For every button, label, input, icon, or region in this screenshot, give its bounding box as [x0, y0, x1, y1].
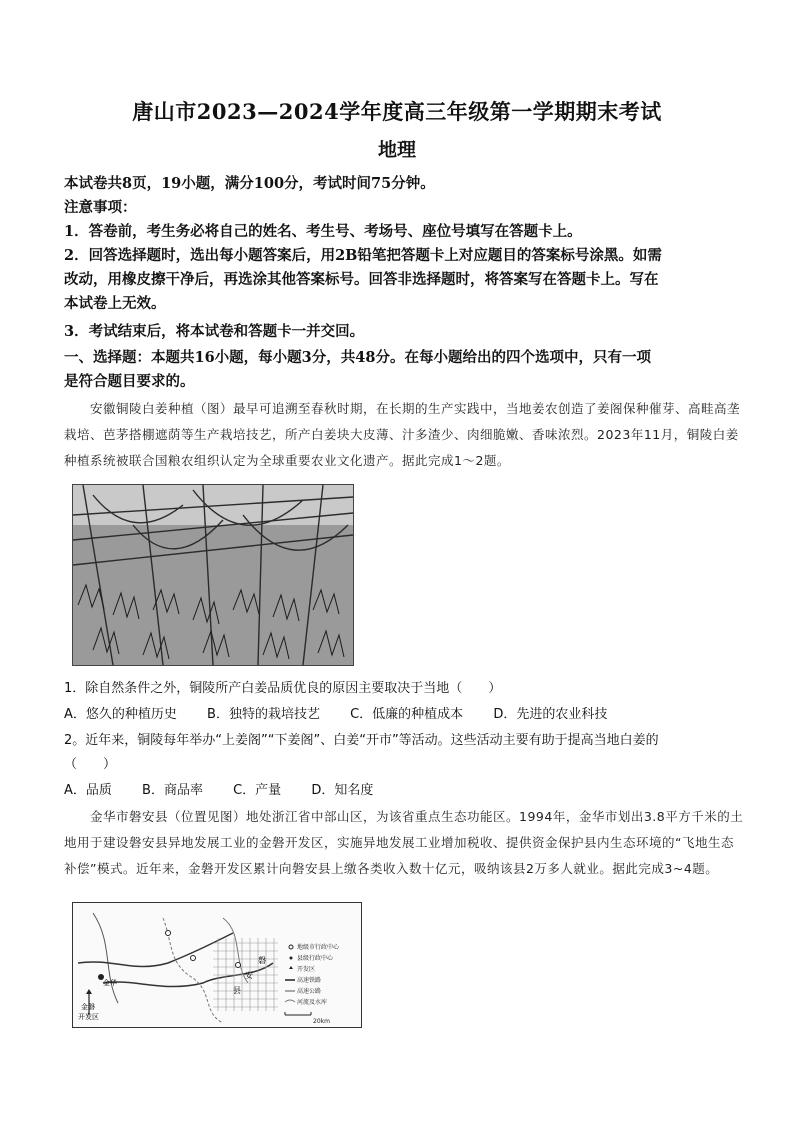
legend-devzone: 开发区: [297, 966, 316, 973]
question-1-options: [64, 702, 633, 728]
map-label-an: 安: [245, 971, 253, 980]
intro-line: 2．回答选择题时，选出每小题答案后，用2B铅笔把答题卡上对应题目的答案标号涂黑。如需: [64, 247, 662, 264]
option-a[interactable]: A．悠久的种植历史: [64, 707, 177, 722]
option-b[interactable]: B．独特的栽培技艺: [207, 707, 320, 722]
question-1-stem: 1．除自然条件之外，铜陵所产白姜品质优良的原因主要取决于当地（ ）: [64, 681, 502, 696]
ginger-field-photo: [72, 484, 354, 666]
legend-river: 河流及水库: [297, 999, 328, 1006]
question-2-stem-cont: （ ）: [64, 757, 117, 772]
passage-panan: 金华市磐安县（位置见图）地处浙江省中部山区，为该省重点生态功能区。1994年，金华市划出3.8平方千米的土地用于建设磐安县异地发展工业的金磐开发区，实施异地发展工业增加税收、提供资金保护县内生态环境的“飞地生态补偿”模式。近年来，金磐开发区累计向磐安县上缴各类收入数十亿元，吸纳该县2万多人就业。据此完成3~4题。: [64, 809, 744, 876]
exam-subject: 地理: [377, 139, 416, 161]
intro-line: 本试卷共8页，19小题，满分100分，考试时间75分钟。: [64, 175, 435, 192]
map-label-jinpan: 金磐: [81, 1003, 95, 1011]
option-d[interactable]: D．知名度: [311, 783, 374, 798]
map-label-jinhua: 金华: [103, 979, 117, 987]
section-heading: 是符合题目要求的。: [64, 373, 195, 390]
intro-line: 3．考试结束后，将本试卷和答题卡一并交回。: [64, 323, 365, 340]
option-c[interactable]: C．低廉的种植成本: [350, 707, 464, 722]
question-2-stem: 2。近年来，铜陵每年举办“上姜阁”“下姜阁”、白姜“开市”等活动。这些活动主要有助于提高当地白姜的: [64, 733, 659, 748]
legend-city: 地级市行政中心: [297, 944, 340, 951]
intro-line: 注意事项：: [64, 199, 137, 216]
question-2-options: [64, 778, 399, 804]
legend-expressway: 高速公路: [297, 988, 322, 995]
legend-hsr: 高速铁路: [297, 977, 322, 984]
option-c[interactable]: C．产量: [233, 783, 282, 798]
option-b[interactable]: B．商品率: [142, 783, 203, 798]
map-label-devzone: 开发区: [78, 1013, 99, 1021]
section-heading: 一、选择题：本题共16小题，每小题3分，共48分。在每小题给出的四个选项中，只有一项: [64, 349, 651, 366]
ginger-field-illustration: [73, 485, 353, 665]
map-label-pan: 磐: [258, 956, 266, 965]
map-scale: 20km: [313, 1018, 330, 1025]
intro-line: 1．答卷前，考生务必将自己的姓名、考生号、考场号、座位号填写在答题卡上。: [64, 223, 582, 240]
map-label-xian: 县: [233, 986, 241, 995]
legend-county: 县级行政中心: [297, 955, 334, 962]
intro-line: 本试卷上无效。: [64, 295, 166, 312]
intro-line: 改动，用橡皮擦干净后，再选涂其他答案标号。回答非选择题时，将答案写在答题卡上。写在: [64, 271, 659, 288]
panan-location-map: [72, 902, 362, 1028]
map-illustration: [73, 903, 361, 1027]
passage-ginger: 安徽铜陵白姜种植（图）最早可追溯至春秋时期，在长期的生产实践中，当地姜农创造了姜阁保种催芽、高畦高垄栽培、芭茅搭棚遮荫等生产栽培技艺，所产白姜块大皮薄、汁多渣少、肉细脆嫩、香味浓烈。2023年11月，铜陵白姜种植系统被联合国粮农组织认定为全球重要农业文化遗产。据此完成1～2题。: [64, 401, 741, 468]
exam-title: 唐山市2023—2024学年度高三年级第一学期期末考试: [132, 99, 662, 124]
option-d[interactable]: D．先进的农业科技: [493, 707, 608, 722]
option-a[interactable]: A．品质: [64, 783, 112, 798]
